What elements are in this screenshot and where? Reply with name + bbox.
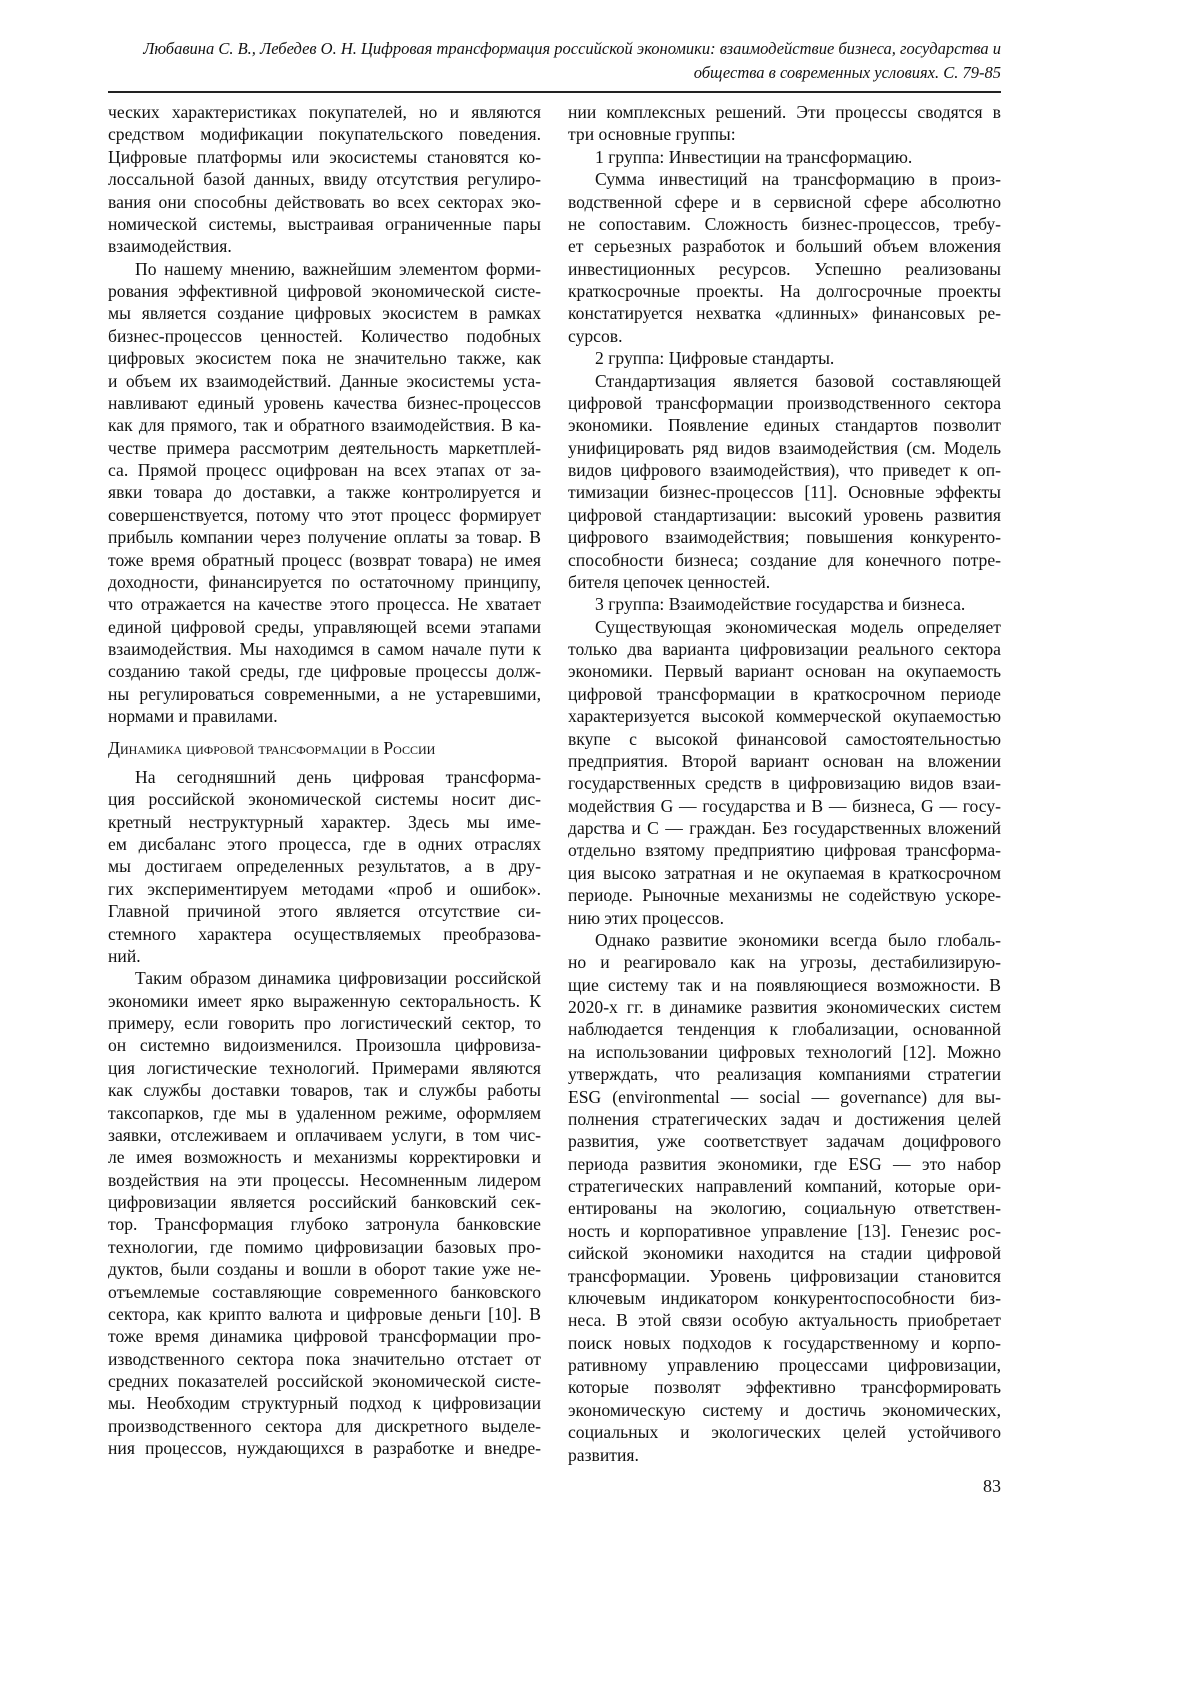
text-line: тоже время динамика цифровой трансформации про- [108,1325,541,1347]
text-line: поиск новых подходов к государственному и корпо- [568,1332,1001,1354]
text-line: ны регулироваться современными, а не устаревшими, [108,683,541,705]
text-line: таксопарков, где мы в удаленном режиме, оформляем [108,1102,541,1124]
header-rule [108,91,1001,93]
text-line: 3 группа: Взаимодействие государства и бизнеса. [568,593,1001,615]
text-line: ния процессов, нуждающихся в разработке и внедре- [108,1437,541,1459]
text-line: государственных средств в цифровизацию видов взаи- [568,772,1001,794]
text-line: ция высоко затратная и не окупаемая в краткосрочном [568,862,1001,884]
text-line: щие систему так и на появляющиеся возможности. В [568,974,1001,996]
text-line: сийской экономики находится на стадии цифровой [568,1242,1001,1264]
text-line: ция российской экономической системы носит дис- [108,788,541,810]
text-line: неса. В этой связи особую актуальность приобретает [568,1309,1001,1331]
text-line: По нашему мнению, важнейшим элементом форми- [108,258,541,280]
text-line: единой цифровой среды, управляющей всеми этапами [108,616,541,638]
text-line: средством модификации покупательского поведения. [108,123,541,145]
left-column [108,101,541,1460]
text-line: и объем их взаимодействий. Данные экосистемы уста- [108,370,541,392]
text-line: 1 группа: Инвестиции на трансформацию. [568,146,1001,168]
text-line: не сопоставим. Сложность бизнес-процессов, требу- [568,213,1001,235]
text-line: Главной причиной этого является отсутствие си- [108,900,541,922]
paragraph [568,168,1001,347]
text-line: тор. Трансформация глубоко затронула банковские [108,1213,541,1235]
text-line: рования эффективной цифровой экономической систе- [108,280,541,302]
text-line: сектора, как крипто валюта и цифровые деньги [10]. В [108,1303,541,1325]
text-line: периода развития экономики, где ESG — это набор [568,1153,1001,1175]
text-line: мы достигаем определенных результатов, а в дру- [108,855,541,877]
text-line: краткосрочные проекты. На долгосрочные проекты [568,280,1001,302]
text-line: 2 группа: Цифровые стандарты. [568,347,1001,369]
text-line: отъемлемые составляющие современного банковского [108,1281,541,1303]
text-line: изводственного сектора пока значительно отстает от [108,1348,541,1370]
paragraph [108,766,541,967]
text-line: развития, уже соответствует задачам доцифрового [568,1130,1001,1152]
text-line: характеризуется высокой коммерческой окупаемостью [568,705,1001,727]
text-line: ле имея возможность и механизмы корректировки и [108,1146,541,1168]
text-line: развития. [568,1444,1001,1466]
text-line: доходности, финансируется по остаточному принципу, [108,571,541,593]
text-line: унифицировать ряд видов взаимодействия (см. Модель [568,437,1001,459]
text-line: бителя цепочек ценностей. [568,571,1001,593]
paragraph [568,593,1001,615]
text-line: нормами и правилами. [108,705,541,727]
text-line: как службы доставки товаров, так и службы работы [108,1079,541,1101]
text-line: дарства и C — граждан. Без государственных вложений [568,817,1001,839]
text-line: цифровой трансформации производственного сектора [568,392,1001,414]
text-line: вания они способны действовать во всех секторах эко- [108,191,541,213]
text-line: ность и корпоративное управление [13]. Генезис рос- [568,1220,1001,1242]
text-line: как для прямого, так и обратного взаимодействия. В ка- [108,414,541,436]
running-header [101,37,1001,85]
text-line: полнения стратегических задач и достижения целей [568,1108,1001,1130]
text-line: констатируется нехватка «длинных» финансовых ре- [568,302,1001,324]
text-line: Однако развитие экономики всегда было глобаль- [568,929,1001,951]
paragraph [568,101,1001,146]
text-line: ний. [108,945,541,967]
paragraph [108,258,541,728]
text-line: сурсов. [568,325,1001,347]
text-line: он системно видоизменился. Произошла цифровиза- [108,1034,541,1056]
text-line: нию этих процессов. [568,907,1001,929]
text-line: Стандартизация является базовой составляющей [568,370,1001,392]
text-line: созданию такой среды, где цифровые процессы долж- [108,660,541,682]
text-line: Сумма инвестиций на трансформацию в произ- [568,168,1001,190]
text-line: гих экспериментируем методами «проб и ошибок». [108,878,541,900]
text-line: экономики. Появление единых стандартов позволит [568,414,1001,436]
text-line: номической системы, выстраивая ограниченные пары [108,213,541,235]
paragraph [108,967,541,1459]
text-line: ет серьезных разработок и больший объем вложения [568,235,1001,257]
text-line: явки товара до доставки, а также контролируется и [108,481,541,503]
text-line: Таким образом динамика цифровизации российской [108,967,541,989]
text-line: трансформации. Уровень цифровизации становится [568,1265,1001,1287]
text-line: тимизации бизнес-процессов [11]. Основные эффекты [568,481,1001,503]
text-line: предприятия. Второй вариант основан на вложении [568,750,1001,772]
text-line: цифрового взаимодействия; повышения конкуренто- [568,526,1001,548]
text-line: на использовании цифровых технологий [12]. Можно [568,1041,1001,1063]
text-line: ческих характеристиках покупателей, но и являются [108,101,541,123]
text-line: экономики имеет ярко выраженную секторальность. К [108,990,541,1012]
text-line: ключевым индикатором конкурентоспособности биз- [568,1287,1001,1309]
text-line: утверждать, что реализация компаниями стратегии [568,1063,1001,1085]
text-line: взаимодействия. [108,235,541,257]
text-line: Цифровые платформы или экосистемы становятся ко- [108,146,541,168]
text-line: нии комплексных решений. Эти процессы сводятся в [568,101,1001,123]
text-line: мы. Необходим структурный подход к цифровизации [108,1392,541,1414]
paragraph [568,146,1001,168]
paragraph [568,347,1001,369]
text-line: ция логистические технологий. Примерами являются [108,1057,541,1079]
running-header-line-1: Любавина С. В., Лебедев О. Н. Цифровая трансформация российской экономики: взаимодействие бизнеса, государства и [101,37,1001,61]
text-line: ративному управлению процессами цифровизации, [568,1354,1001,1376]
text-line: примеру, если говорить про логистический сектор, то [108,1012,541,1034]
running-header-line-2: общества в современных условиях. С. 79-85 [101,61,1001,85]
text-line: но и реагировало как на угрозы, дестабилизирую- [568,951,1001,973]
paragraph [568,370,1001,594]
text-line: цифровой трансформации в краткосрочном периоде [568,683,1001,705]
text-line: са. Прямой процесс оцифрован на всех этапах от за- [108,459,541,481]
text-line: водственной сфере и в сервисной сфере абсолютно [568,191,1001,213]
text-line: стемного характера осуществляемых преобразова- [108,923,541,945]
text-line: стратегических направлений компаний, которые ори- [568,1175,1001,1197]
text-line: способности бизнеса; создание для конечного потре- [568,549,1001,571]
text-line: прибыль компании через получение оплаты за товар. В [108,526,541,548]
text-line: заявки, отслеживаем и оплачиваем услуги, в том чис- [108,1124,541,1146]
page-number: 83 [975,1476,1001,1497]
text-line: ESG (environmental — social — governance) для вы- [568,1086,1001,1108]
text-line: совершенствуется, потому что этот процесс формирует [108,504,541,526]
text-line: тоже время обратный процесс (возврат товара) не имея [108,549,541,571]
text-line: технологии, где помимо цифровизации базовых про- [108,1236,541,1258]
text-line: честве примера рассмотрим деятельность маркетплей- [108,437,541,459]
text-line: бизнес-процессов ценностей. Количество подобных [108,325,541,347]
text-line: модействия G — государства и B — бизнеса, G — госу- [568,795,1001,817]
text-line: цифровизации является российский банковский сек- [108,1191,541,1213]
text-line: цифровой стандартизации: высокий уровень развития [568,504,1001,526]
section-heading: Динамика цифровой трансформации в России [108,737,541,759]
text-line: которые позволят эффективно трансформировать [568,1376,1001,1398]
text-line: вкупе с высокой финансовой самостоятельностью [568,728,1001,750]
right-column [568,101,1001,1466]
text-line: средних показателей российской экономической систе- [108,1370,541,1392]
text-line: дуктов, были созданы и вошли в оборот такие уже не- [108,1258,541,1280]
paragraph [568,929,1001,1466]
text-line: отдельно взятому предприятию цифровая трансформа- [568,839,1001,861]
paragraph [108,101,541,258]
paragraph [568,616,1001,929]
text-line: 2020-х гг. в динамике развития экономических систем [568,996,1001,1018]
text-line: цифровых экосистем пока не значительно также, как [108,347,541,369]
text-line: воздействия на эти процессы. Несомненным лидером [108,1169,541,1191]
text-line: производственного сектора для дискретного выделе- [108,1415,541,1437]
text-line: три основные группы: [568,123,1001,145]
text-line: инвестиционных ресурсов. Успешно реализованы [568,258,1001,280]
text-line: На сегодняшний день цифровая трансформа- [108,766,541,788]
text-line: видов цифрового взаимодействия), что приведет к оп- [568,459,1001,481]
text-line: лоссальной базой данных, ввиду отсутствия регулиро- [108,168,541,190]
text-line: экономическую систему и достичь экономических, [568,1399,1001,1421]
text-line: кретный неструктурный характер. Здесь мы име- [108,811,541,833]
text-line: ем дисбаланс этого процесса, где в одних отраслях [108,833,541,855]
text-line: что отражается на качестве этого процесса. Не хватает [108,593,541,615]
text-line: наблюдается тенденция к глобализации, основанной [568,1018,1001,1040]
text-line: периоде. Рыночные механизмы не содействую ускоре- [568,884,1001,906]
text-line: Существующая экономическая модель определяет [568,616,1001,638]
text-line: только два варианта цифровизации реального сектора [568,638,1001,660]
text-line: социальных и экологических целей устойчивого [568,1421,1001,1443]
text-line: мы является создание цифровых экосистем в рамках [108,302,541,324]
text-line: взаимодействия. Мы находимся в самом начале пути к [108,638,541,660]
text-line: ентированы на экологию, социальную ответствен- [568,1197,1001,1219]
text-line: навливают единый уровень качества бизнес-процессов [108,392,541,414]
text-line: экономики. Первый вариант основан на окупаемость [568,660,1001,682]
